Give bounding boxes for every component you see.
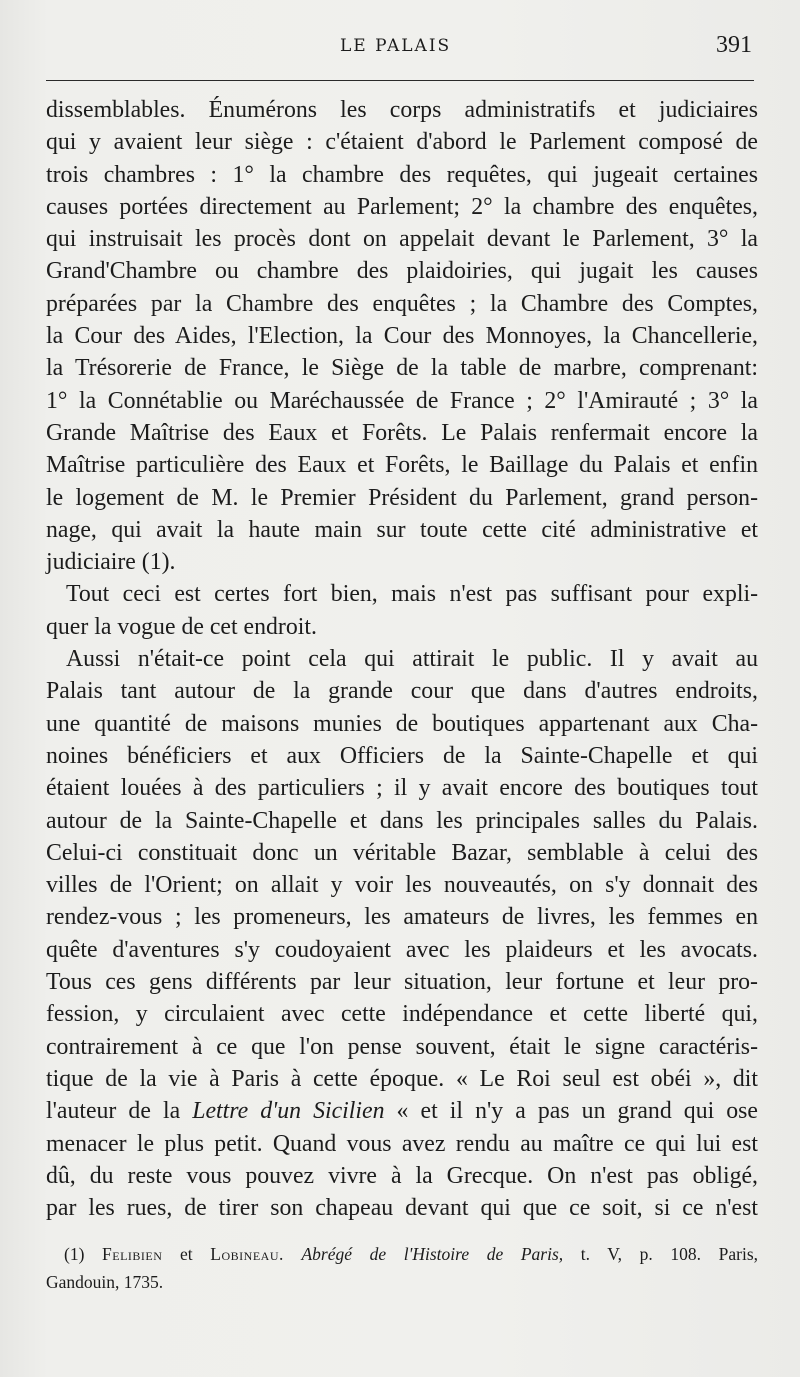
footnote-conjunction: et	[162, 1244, 211, 1264]
text-line: rendez-vous ; les promeneurs, les amateurs de livres, les femmes en	[46, 904, 758, 931]
text-line: contrairement à ce que l'on pense souvent, était le signe caractéris-	[46, 1033, 758, 1060]
italic-title: Lettre d'un Sicilien	[192, 1098, 385, 1125]
text-line: nage, qui avait la haute main sur toute cette cité administrative et	[46, 516, 758, 543]
text-line: qui instruisait les procès dont on appelait devant le Parlement, 3° la	[46, 226, 758, 253]
footnote-line	[46, 1240, 758, 1268]
text-line: menacer le plus petit. Quand vous avez rendu au maître ce qui lui est	[46, 1130, 758, 1157]
text-line: trois chambres : 1° la chambre des requêtes, qui jugeait certaines	[46, 161, 758, 188]
text-line: noines bénéficiers et aux Officiers de la Sainte-Chapelle et qui	[46, 742, 758, 769]
text-line: Celui-ci constituait donc un véritable Bazar, semblable à celui des	[46, 839, 758, 866]
text-line: quer la vogue de cet endroit.	[46, 613, 317, 640]
text-line: la Trésorerie de France, le Siège de la table de marbre, comprenant:	[46, 355, 758, 382]
text-line: Aussi n'était-ce point cela qui attirait le public. Il y avait au	[66, 646, 758, 673]
text-line: quête d'aventures s'y coudoyaient avec les plaideurs et les avocats.	[46, 936, 758, 963]
text-line: dû, du reste vous pouvez vivre à la Grecque. On n'est pas obligé,	[46, 1162, 758, 1189]
text-line: Tous ces gens différents par leur situation, leur fortune et leur pro-	[46, 969, 758, 996]
line-start: l'auteur de la	[46, 1098, 193, 1125]
line-end: « et il n'y a pas un grand qui ose	[384, 1098, 758, 1125]
text-line: Maîtrise particulière des Eaux et Forêts, le Baillage du Palais et enfin	[46, 452, 758, 479]
text-line: autour de la Sainte-Chapelle et dans les principales salles du Palais.	[46, 807, 758, 834]
text-line: judiciaire (1).	[46, 549, 176, 576]
footnote-reference: t. V, p. 108. Paris,	[563, 1244, 759, 1264]
running-head: LE PALAIS	[340, 36, 452, 56]
page-number: 391	[716, 32, 752, 58]
text-line: causes portées directement au Parlement; 2° la chambre des enquêtes,	[46, 193, 758, 220]
footnote-author: Lobineau.	[210, 1244, 284, 1264]
text-line: Grand'Chambre ou chambre des plaidoiries, qui jugait les causes	[46, 258, 758, 285]
text-line: tique de la vie à Paris à cette époque. « Le Roi seul est obéi », dit	[46, 1065, 758, 1092]
text-line: fession, y circulaient avec cette indépendance et cette liberté qui,	[46, 1001, 758, 1028]
footnote-title: Abrégé de l'Histoire de Paris,	[301, 1244, 564, 1264]
footnote-author: Felibien	[102, 1244, 163, 1264]
text-line: qui y avaient leur siège : c'étaient d'abord le Parlement composé de	[46, 129, 758, 156]
text-line: la Cour des Aides, l'Election, la Cour des Monnoyes, la Chancellerie,	[46, 323, 758, 350]
header-rule	[46, 80, 754, 81]
text-line: préparées par la Chambre des enquêtes ; la Chambre des Comptes,	[46, 290, 758, 317]
footnote-line: Gandouin, 1735.	[46, 1272, 164, 1292]
text-line: dissemblables. Énumérons les corps administratifs et judiciaires	[46, 97, 758, 123]
text-line: étaient louées à des particuliers ; il y avait encore des boutiques tout	[46, 775, 758, 802]
text-line: le logement de M. le Premier Président du Parlement, grand person-	[46, 484, 758, 511]
body-text	[46, 94, 758, 1224]
text-line: villes de l'Orient; on allait y voir les nouveautés, on s'y donnait des	[46, 872, 758, 899]
text-line: Palais tant autour de la grande cour que dans d'autres endroits,	[46, 678, 758, 705]
text-line-with-title	[46, 1095, 758, 1127]
text-line: par les rues, de tirer son chapeau devant qui que ce soit, si ce n'est	[46, 1195, 758, 1222]
text-line: une quantité de maisons munies de boutiques appartenant aux Cha-	[46, 710, 758, 737]
text-line: Tout ceci est certes fort bien, mais n'est pas suffisant pour expli-	[66, 581, 758, 608]
text-line: 1° la Connétablie ou Maréchaussée de France ; 2° l'Amirauté ; 3° la	[46, 387, 758, 414]
footnote-marker: (1)	[64, 1244, 103, 1264]
text-line: Grande Maîtrise des Eaux et Forêts. Le Palais renfermait encore la	[46, 419, 758, 446]
footnote	[46, 1240, 758, 1296]
